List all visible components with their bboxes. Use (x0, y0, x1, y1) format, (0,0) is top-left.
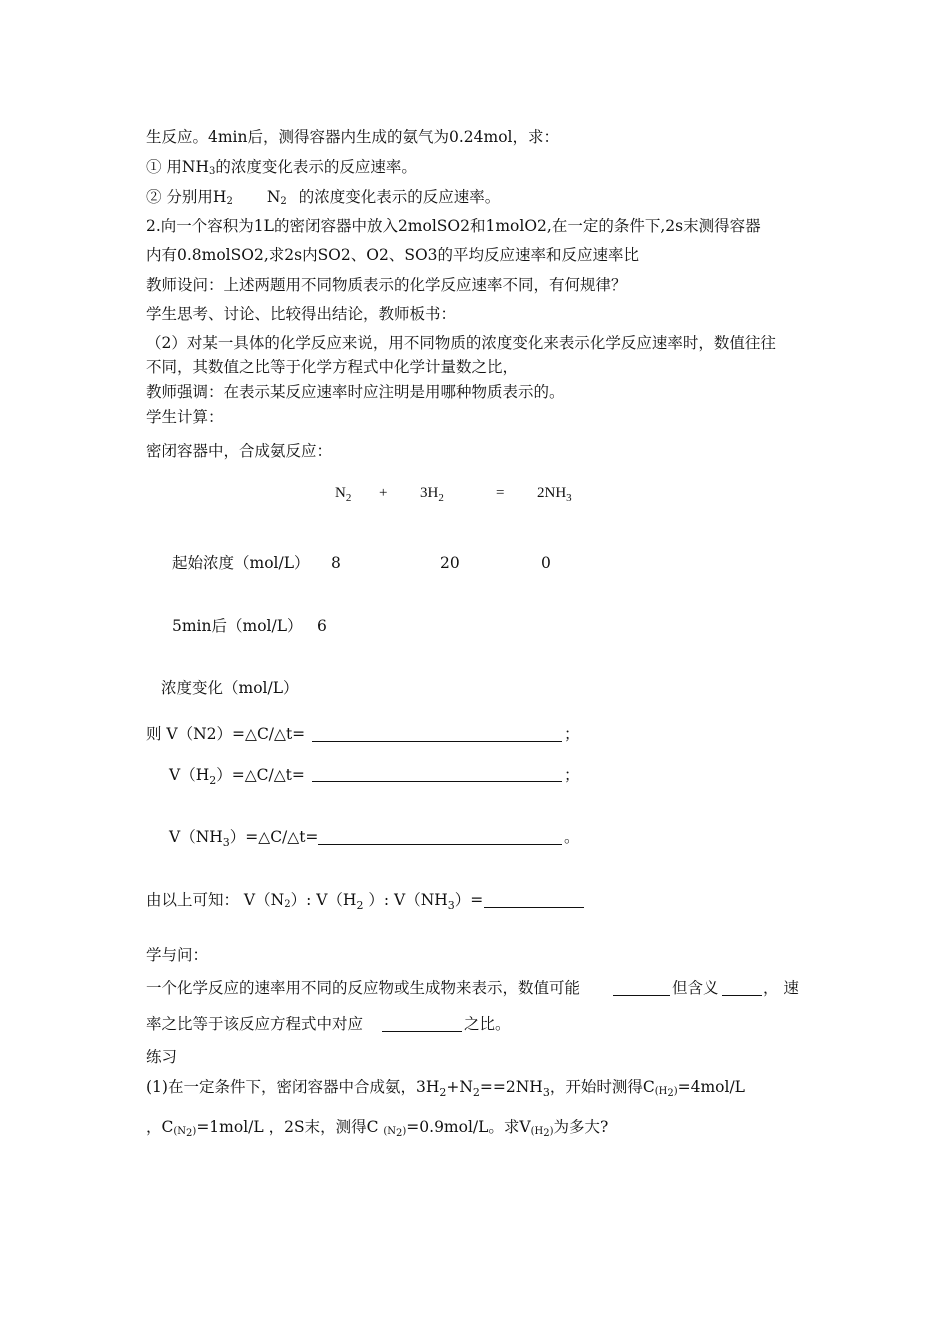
text-line: 教师强调：在表示某反应速率时应注明是用哪种物质表示的。 (146, 383, 565, 401)
row-initial-nh3: 0 (541, 554, 551, 572)
text-line: 学生计算： (146, 408, 224, 426)
answer-blank-ratio[interactable] (484, 907, 584, 908)
text-line: （2）对某一具体的化学反应来说，用不同物质的浓度变化来表示化学反应速率时，数值往往 (146, 334, 776, 352)
text-line: 不同，其数值之比等于化学方程式中化学计量数之比， (146, 358, 519, 376)
question-1 (146, 158, 417, 177)
rate-ratio-label: 由以上可知： $V(N_2)$: $V(H_2$ ）: $V(NH_3)=$ (146, 891, 484, 912)
practice-q1-line2: ，$C(N_2)=1mol/L$ ，2S末，测得C $(N_2)=0.9mol/L$。求$V(H_2)$为多大? (146, 1118, 609, 1139)
row-initial-label: 起始浓度（mol/L） (172, 554, 310, 572)
text-line: 密闭容器中，合成氨反应： (146, 442, 333, 460)
answer-blank-learn-2[interactable] (722, 995, 762, 996)
learn-q2-b: 之比。 (464, 1015, 511, 1033)
rate-h2-end: ； (564, 766, 580, 784)
rate-h2-label: $V(H_2)=\triangle C/\triangle t=$ (169, 766, 305, 787)
row-5min-n2: 6 (317, 617, 327, 635)
answer-blank-nh3[interactable] (318, 844, 562, 845)
learn-q1-c: ， 速 (763, 979, 799, 997)
practice-title: 练习 (146, 1048, 178, 1066)
learn-title: 学与问： (146, 946, 209, 964)
answer-blank-learn-1[interactable] (613, 995, 670, 996)
rate-n2-label: 则 V（N2）=△C/△t= (146, 725, 306, 743)
equation-equals: = (496, 485, 505, 501)
row-initial-h2: 20 (440, 554, 460, 572)
rate-nh3-label: $V(NH_3)=\triangle C/\triangle t=$ (169, 828, 319, 849)
text-line: 教师设问：上述两题用不同物质表示的化学反应速率不同，有何规律？ (146, 276, 627, 294)
question-2-text: ② 分别用H (146, 188, 227, 206)
subscript: 2 (226, 196, 233, 207)
equation-nh3: $2NH_3$ (537, 485, 572, 504)
answer-blank-n2[interactable] (312, 741, 562, 742)
question-2-text-end: 的浓度变化表示的反应速率。 (298, 188, 501, 206)
subscript: 2 (280, 196, 287, 207)
question-2 (146, 188, 500, 207)
question-2-n: N (266, 188, 281, 206)
learn-q2-a: 率之比等于该反应方程式中对应 (146, 1015, 364, 1033)
equation-h2: $3H_2$ (420, 485, 444, 504)
learn-q1-a: 一个化学反应的速率用不同的反应物或生成物来表示，数值可能 (146, 979, 581, 997)
equation-plus: + (379, 485, 388, 501)
text-line: 学生思考、讨论、比较得出结论，教师板书： (146, 305, 457, 323)
rate-n2-end: ； (564, 725, 580, 743)
text-line: 内有0.8molSO2,求2s内SO2、O2、SO3的平均反应速率和反应速率比 (146, 246, 640, 264)
practice-q1-line1: (1)在一定条件下，密闭容器中合成氨，$3H_2+N_2==2NH_3$，开始时测得$C(H_2)=4mol/L$ (146, 1078, 745, 1099)
rate-nh3-end: 。 (564, 828, 580, 846)
equation-n2: $N_2$ (335, 485, 352, 504)
text-line: 2.向一个容积为1L的密闭容器中放入2molSO2和1molO2,在一定的条件下,2s末测得容器 (146, 217, 761, 235)
question-1-text-end: 的浓度变化表示的反应速率。 (215, 158, 417, 176)
row-5min-label: 5min后（mol/L） (172, 617, 303, 635)
answer-blank-h2[interactable] (312, 781, 562, 782)
answer-blank-learn-3[interactable] (382, 1031, 462, 1032)
row-initial-n2: 8 (331, 554, 341, 572)
learn-q1-b: 但含义 (672, 979, 719, 997)
question-1-text: ① 用NH (146, 158, 210, 176)
subscript: 3 (209, 166, 216, 177)
row-change-label: 浓度变化（mol/L） (161, 679, 299, 697)
text-line: 生反应。4min后，测得容器内生成的氨气为0.24mol，求： (146, 128, 559, 146)
